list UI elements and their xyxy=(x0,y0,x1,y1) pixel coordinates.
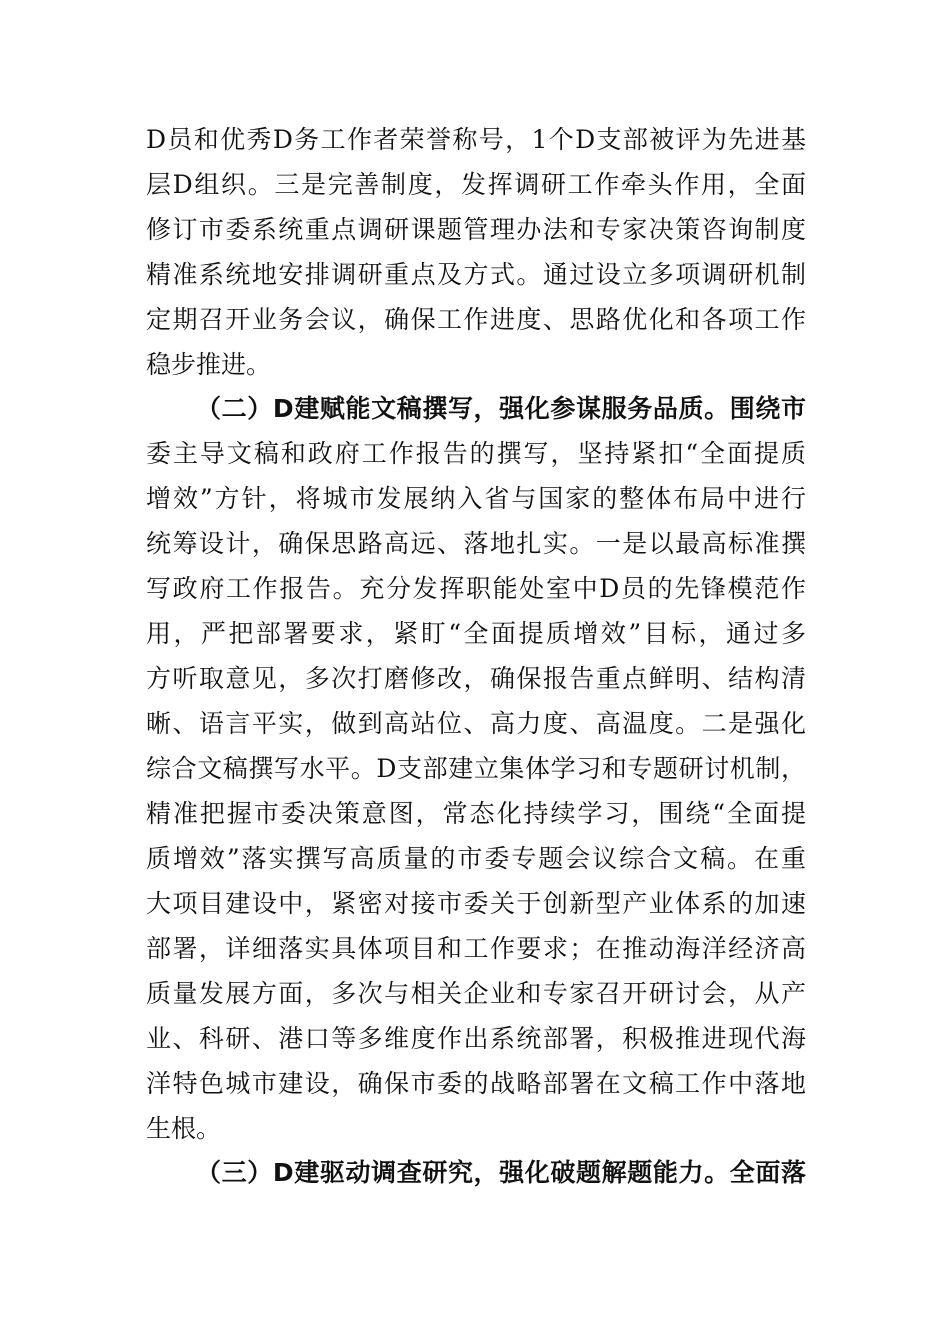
text-line-4: 精准系统地安排调研重点及方式。通过设立多项调研机制 xyxy=(146,260,806,289)
text-line-10: 统筹设计，确保思路高远、落地扎实。一是以最高标准撰 xyxy=(146,529,806,558)
text-line-13: 方听取意见，多次打磨修改，确保报告重点鲜明、结构清 xyxy=(146,664,806,693)
text-line-17: 质增效”落实撰写高质量的市委专题会议综合文稿。在重 xyxy=(146,844,806,873)
text-line-1: D员和优秀D务工作者荣誉称号，1个D支部被评为先进基 xyxy=(146,125,806,154)
text-line-8: 委主导文稿和政府工作报告的撰写，坚持紧扣“全面提质 xyxy=(146,439,806,468)
section-heading-3: （三）D建驱动调查研究，强化破题解题能力。全面落 xyxy=(196,1158,806,1187)
text-line-12: 用，严把部署要求，紧盯“全面提质增效”目标，通过多 xyxy=(146,619,806,648)
text-line-2: 层D组织。三是完善制度，发挥调研工作牵头作用，全面 xyxy=(146,170,806,199)
text-line-3: 修订市委系统重点调研课题管理办法和专家决策咨询制度 xyxy=(146,215,806,244)
text-line-5: 定期召开业务会议，确保工作进度、思路优化和各项工作 xyxy=(146,305,806,334)
section-heading-2: （二）D建赋能文稿撰写，强化参谋服务品质。围绕市 xyxy=(196,394,806,423)
text-line-19: 部署，详细落实具体项目和工作要求；在推动海洋经济高 xyxy=(146,934,806,963)
text-line-23: 生根。 xyxy=(146,1114,222,1143)
text-line-14: 晰、语言平实，做到高站位、高力度、高温度。二是强化 xyxy=(146,709,806,738)
text-line-20: 质量发展方面，多次与相关企业和专家召开研讨会，从产 xyxy=(146,979,806,1008)
text-line-22: 洋特色城市建设，确保市委的战略部署在文稿工作中落地 xyxy=(146,1069,806,1098)
text-line-11: 写政府工作报告。充分发挥职能处室中D员的先锋模范作 xyxy=(146,574,806,603)
text-line-21: 业、科研、港口等多维度作出系统部署，积极推进现代海 xyxy=(146,1024,806,1053)
text-line-9: 增效”方针，将城市发展纳入省与国家的整体布局中进行 xyxy=(146,484,806,513)
text-line-6: 稳步推进。 xyxy=(146,350,272,379)
text-line-18: 大项目建设中，紧密对接市委关于创新型产业体系的加速 xyxy=(146,889,806,918)
text-line-16: 精准把握市委决策意图，常态化持续学习，围绕“全面提 xyxy=(146,799,806,828)
text-line-15: 综合文稿撰写水平。D支部建立集体学习和专题研讨机制， xyxy=(146,754,806,783)
